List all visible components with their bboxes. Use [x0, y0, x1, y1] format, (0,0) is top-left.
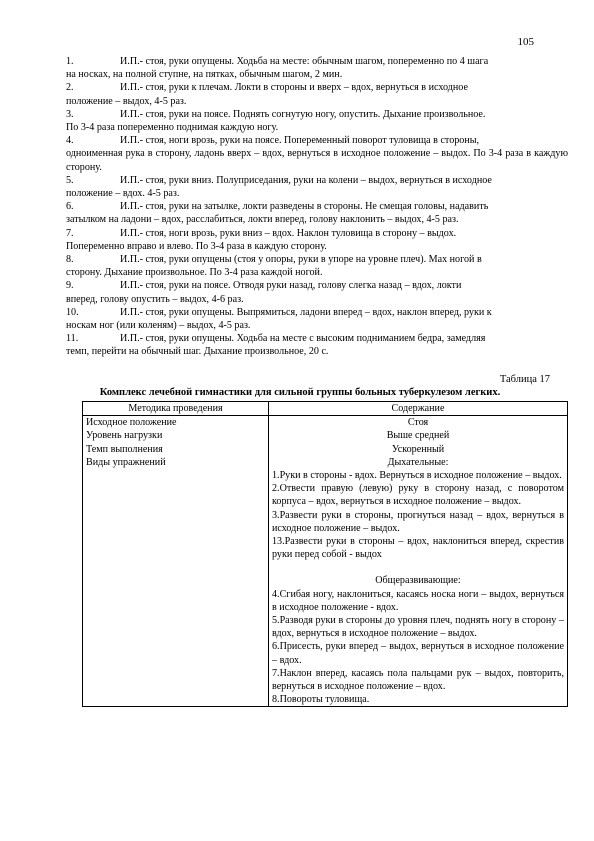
item-text: И.П.- стоя, руки на затылке, локти разведены в стороны. Не смещая головы, надавить: [120, 201, 489, 213]
table-label: Таблица 17: [499, 374, 550, 385]
item-number: 1.: [66, 56, 74, 67]
exercise-entry: 6.Присесть, руки вперед – выдох, вернуться в исходное положение – вдох.: [272, 641, 564, 666]
exercise-list: [66, 55, 568, 359]
content-value: Выше средней: [386, 430, 450, 442]
content-value: Дыхательные:: [387, 456, 449, 468]
content-value: Ускоренный: [391, 443, 445, 455]
column-header-content: Содержание: [269, 402, 568, 416]
list-item: [66, 253, 568, 279]
exercise-entry: 7.Наклон вперед, касаясь пола пальцами рук – выдох, повторить, вернуться в исходное положение – вдох.: [272, 667, 564, 693]
item-text: И.П.- стоя, ноги врозь, руки на поясе. Попеременный поворот туловища в стороны,: [120, 135, 480, 147]
list-item: [66, 227, 568, 253]
item-text-cont: на носках, на полной ступне, на пятках, обычным шагом, 2 мин.: [66, 69, 343, 81]
method-item: Исходное положение: [86, 417, 177, 429]
item-text-cont: положение – выдох, 4-5 раз.: [66, 95, 187, 107]
item-number: 2.: [66, 82, 74, 94]
item-number: 10.: [66, 306, 79, 318]
exercise-entry: 4.Сгибая ногу, наклониться, касаясь носка ноги – выдох, вернуться в исходное положение - вдох.: [272, 588, 564, 613]
item-text: И.П.- стоя, руки вниз. Полуприседания, руки на колени – выдох, вернуться в исходное: [120, 174, 492, 186]
column-header-method: Методика проведения: [83, 402, 269, 416]
item-number: 5.: [66, 174, 74, 186]
list-item: [66, 108, 568, 134]
item-text-cont: сторону. Дыхание произвольное. По 3-4 раза каждой ногой.: [66, 267, 323, 279]
item-text-cont: По 3-4 раза попеременно поднимая каждую ногу.: [66, 122, 279, 134]
item-text: И.П.- стоя, руки на поясе. Отводя руки назад, голову слегка назад – вдох, локти: [120, 280, 462, 292]
item-number: 6.: [66, 201, 74, 213]
item-text: И.П.- стоя, руки опущены. Выпрямиться, ладони вперед – вдох, наклон вперед, руки к: [120, 306, 492, 318]
page-number: 105: [517, 36, 534, 48]
content-cell: [269, 416, 568, 707]
item-text: И.П.- стоя, ноги врозь, руки вниз – вдох. Наклон туловища в сторону – выдох.: [120, 227, 457, 239]
table-row: [83, 416, 568, 707]
list-item: [66, 55, 568, 81]
method-item: Темп выполнения: [86, 443, 163, 455]
method-item: Уровень нагрузки: [86, 430, 163, 442]
spacer: [272, 561, 564, 574]
item-text-cont: одноименная рука в сторону, ладонь вверх – вдох, вернуться в исходное положение – выдох. По 3-4 раза в каждую сторону.: [66, 148, 568, 173]
item-text: И.П.- стоя, руки опущены (стоя у опоры, руки в упоре на уровне плеч). Мах ногой в: [120, 254, 482, 266]
method-cell: [83, 416, 269, 707]
exercise-entry: 5.Разводя руки в стороны до уровня плеч, поднять ногу в сторону – вдох, вернуться в исходное положение – выдох.: [272, 615, 564, 640]
list-item: [66, 134, 568, 174]
exercise-entry: 2.Отвести правую (левую) руку в сторону назад, с поворотом корпуса – вдох, вернуться в исходное положение – выдох.: [272, 483, 564, 508]
method-item: Виды упражнений: [86, 456, 166, 468]
list-item: [66, 306, 568, 332]
table-header-row: [83, 402, 568, 416]
list-item: [66, 174, 568, 200]
item-number: 11.: [66, 333, 79, 345]
item-number: 8.: [66, 254, 74, 266]
exercise-entry: 3.Развести руки в стороны, прогнуться назад – вдох, вернуться в исходное положение – выдох.: [272, 509, 564, 534]
item-text-cont: темп, перейти на обычный шаг. Дыхание произвольное, 20 с.: [66, 346, 329, 358]
list-item: [66, 279, 568, 305]
exercise-table: [82, 401, 568, 707]
content-value: Стоя: [407, 417, 429, 429]
item-text: И.П.- стоя, руки к плечам. Локти в стороны и вверх – вдох, вернуться в исходное: [120, 82, 468, 94]
exercise-entry: 13.Развести руки в стороны – вдох, наклониться вперед, скрестив руки перед собой - выдох: [272, 536, 564, 561]
section-heading: Общеразвивающие:: [375, 575, 461, 587]
table-title: Комплекс лечебной гимнастики для сильной группы больных туберкулезом легких.: [99, 387, 501, 398]
item-text-cont: вперед, голову опустить – выдох, 4-6 раз.: [66, 293, 244, 305]
exercise-entry: 1.Руки в стороны - вдох. Вернуться в исходное положение – выдох.: [272, 470, 562, 482]
exercise-entry: 8.Повороты туловища.: [272, 694, 370, 706]
item-text-cont: Попеременно вправо и влево. По 3-4 раза в каждую сторону.: [66, 240, 327, 252]
item-text: И.П.- стоя, руки на поясе. Поднять согнутую ногу, опустить. Дыхание произвольное.: [120, 108, 486, 120]
item-text: И.П.- стоя, руки опущены. Ходьба на месте: обычным шагом, попеременно по 4 шага: [120, 56, 489, 67]
item-number: 4.: [66, 135, 74, 147]
list-item: [66, 81, 568, 107]
item-text-cont: затылком на ладони – вдох, расслабиться, локти вперед, голову наклонить – выдох, 4-5 раз.: [66, 214, 459, 226]
item-text-cont: положение – вдох. 4-5 раз.: [66, 188, 180, 200]
item-number: 7.: [66, 227, 74, 239]
item-number: 3.: [66, 108, 74, 120]
item-text-cont: носкам ног (или коленям) – выдох, 4-5 раз.: [66, 320, 251, 332]
list-item: [66, 200, 568, 226]
list-item: [66, 332, 568, 358]
item-number: 9.: [66, 280, 74, 292]
item-text: И.П.- стоя, руки опущены. Ходьба на месте с высоким подниманием бедра, замедляя: [120, 333, 486, 345]
